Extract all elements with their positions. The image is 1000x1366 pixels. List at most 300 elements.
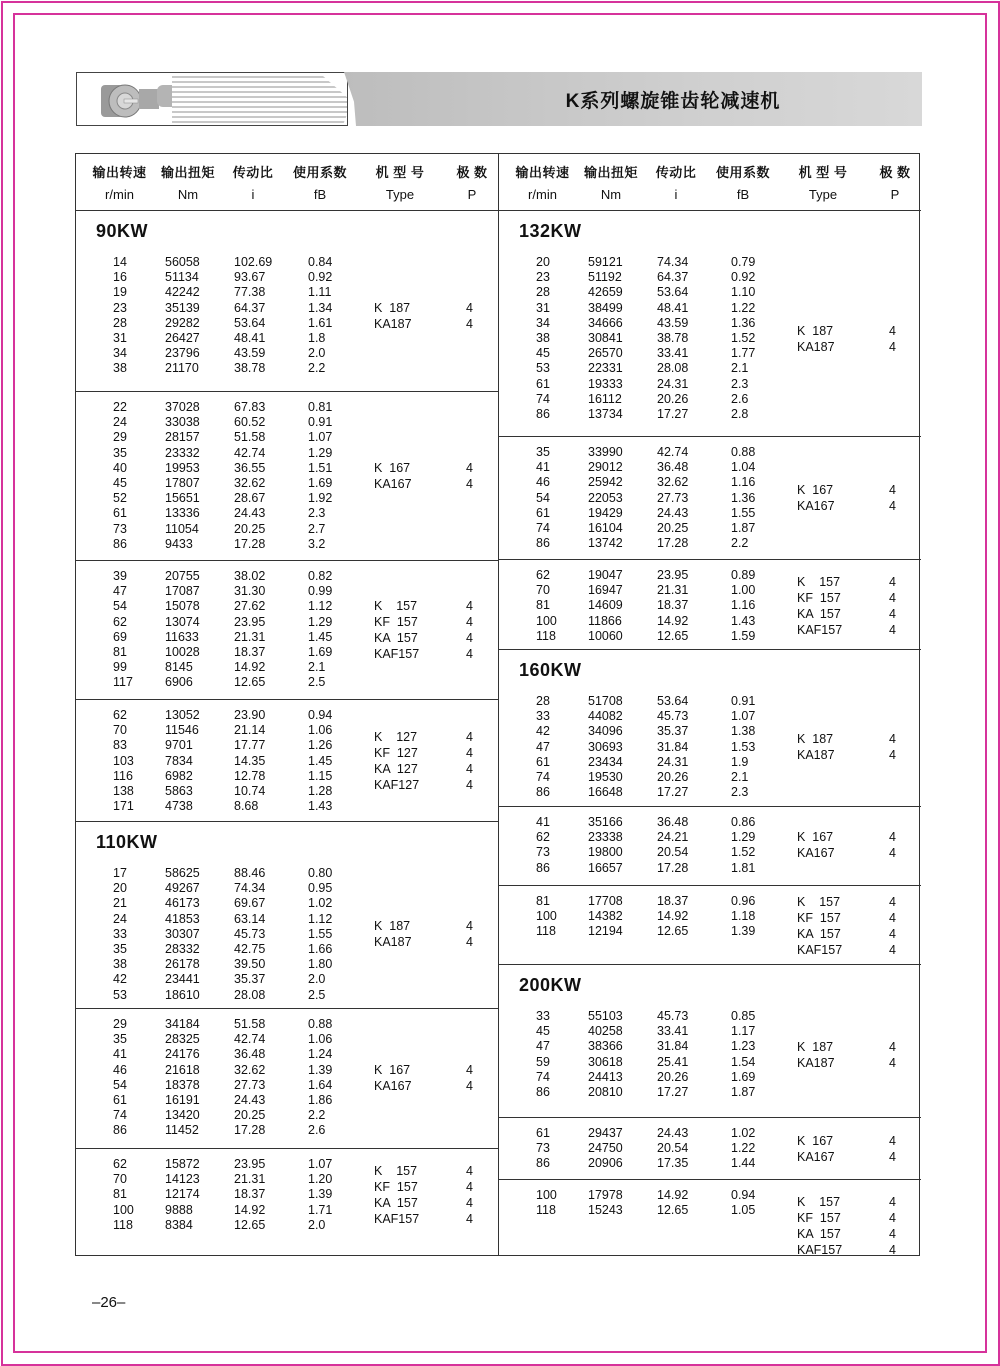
ratio-cell: 27.73 [657, 490, 689, 505]
service-factor-cell: 1.39 [308, 1187, 333, 1202]
model-type-row [797, 606, 907, 622]
service-factor-cell: 1.07 [308, 430, 333, 445]
speed-cell: 35 [113, 942, 127, 956]
torque-cell: 42242 [165, 285, 200, 300]
model-type-name: K 167 [374, 461, 411, 475]
speed-cell: 74 [536, 521, 550, 535]
column-header [158, 162, 218, 206]
ratio-cell: 18.37 [657, 598, 689, 613]
pole-count: 4 [889, 846, 896, 861]
service-factor-cell: 0.92 [731, 270, 756, 285]
model-type-name: KA187 [374, 935, 412, 950]
power-rating-heading: 160KW [519, 660, 582, 680]
ratio-cell: 12.65 [657, 628, 689, 643]
speed-cell: 19 [113, 285, 127, 300]
service-factor-cell: 1.55 [308, 926, 333, 941]
model-type-name: K 167 [797, 1133, 834, 1148]
column-header-zh: 机 型 号 [375, 165, 425, 180]
ratio-cell: 93.67 [234, 270, 266, 285]
service-factor-cell: 0.88 [308, 1017, 333, 1031]
service-factor-cell: 1.18 [731, 909, 756, 924]
torque-cell: 33038 [165, 415, 200, 430]
pole-count: 4 [466, 477, 473, 491]
power-group-section [76, 561, 498, 700]
model-type-name: KA187 [797, 339, 835, 354]
table-row [76, 927, 376, 942]
ratio-cell: 12.65 [657, 1203, 689, 1218]
speed-cell: 86 [536, 407, 550, 421]
table-row [499, 740, 799, 755]
torque-cell: 34184 [165, 1017, 200, 1031]
service-factor-cell: 0.79 [731, 255, 756, 269]
pole-count: 4 [889, 1039, 896, 1054]
ratio-cell: 51.58 [234, 430, 266, 445]
table-row [76, 506, 376, 521]
ratio-cell: 28.67 [234, 491, 266, 506]
speed-cell: 171 [113, 799, 134, 814]
service-factor-cell: 0.91 [308, 415, 333, 430]
model-type-name: KAF157 [797, 623, 843, 637]
table-row [499, 1009, 799, 1024]
column-header-zh: 使用系数 [715, 165, 770, 180]
torque-cell: 26570 [588, 346, 623, 361]
power-group-section [499, 807, 921, 886]
table-row [499, 709, 799, 724]
service-factor-cell: 0.94 [731, 1188, 756, 1202]
table-row [76, 491, 376, 506]
pole-count: 4 [889, 1227, 896, 1241]
torque-cell: 21618 [165, 1062, 200, 1077]
pole-count: 4 [889, 894, 896, 909]
pole-count: 4 [466, 630, 473, 645]
speed-cell: 46 [536, 475, 550, 490]
ratio-cell: 17.28 [234, 1123, 266, 1138]
column-header-en: r/min [105, 187, 134, 202]
speed-cell: 28 [536, 694, 550, 708]
speed-cell: 61 [536, 376, 550, 391]
table-row [499, 694, 799, 709]
table-row [499, 407, 799, 422]
service-factor-cell: 0.95 [308, 881, 333, 896]
speed-cell: 81 [536, 894, 550, 908]
service-factor-cell: 1.71 [308, 1202, 333, 1217]
power-group-section [499, 886, 921, 965]
ratio-cell: 102.69 [234, 255, 273, 269]
ratio-cell: 14.92 [657, 613, 689, 628]
model-type-list [797, 731, 907, 763]
ratio-cell: 35.37 [657, 724, 689, 739]
table-row [499, 568, 799, 583]
torque-cell: 9701 [165, 738, 193, 753]
torque-cell: 34096 [588, 724, 623, 739]
table-row [499, 629, 799, 644]
column-header-en: Nm [600, 187, 622, 202]
ratio-cell: 14.35 [234, 753, 266, 768]
model-type-name: K 187 [797, 323, 834, 338]
torque-cell: 23338 [588, 830, 623, 845]
speed-cell: 17 [113, 866, 127, 880]
speed-cell: 47 [536, 1039, 550, 1054]
service-factor-cell: 1.66 [308, 942, 333, 956]
speed-cell: 74 [113, 1108, 127, 1123]
column-header [82, 162, 157, 206]
ratio-cell: 53.64 [657, 285, 689, 300]
column-header [709, 162, 777, 206]
speed-cell: 86 [113, 1123, 127, 1138]
pole-count: 4 [466, 730, 473, 745]
speed-cell: 100 [536, 613, 557, 628]
speed-cell: 86 [536, 1156, 550, 1171]
service-factor-cell: 2.1 [731, 361, 749, 376]
torque-cell: 13420 [165, 1108, 200, 1123]
torque-cell: 44082 [588, 709, 623, 724]
model-type-row [797, 1055, 907, 1071]
ratio-cell: 20.26 [657, 391, 689, 406]
model-type-list [797, 1039, 907, 1071]
speed-cell: 70 [113, 1172, 127, 1187]
pole-count: 4 [466, 935, 473, 950]
table-row [499, 506, 799, 521]
table-row [76, 1203, 376, 1218]
model-type-name: KA 157 [374, 630, 418, 645]
service-factor-cell: 2.6 [731, 391, 749, 406]
speed-cell: 53 [113, 987, 127, 1002]
ratio-cell: 14.92 [657, 1188, 689, 1202]
column-header-zh: 传动比 [655, 165, 697, 180]
ratio-cell: 21.31 [234, 629, 266, 644]
model-type-list [797, 323, 907, 355]
power-group-section [76, 700, 498, 822]
speed-cell: 45 [536, 1024, 550, 1039]
table-row [499, 815, 799, 830]
header-banner [76, 72, 922, 126]
service-factor-cell: 1.64 [308, 1077, 333, 1092]
torque-cell: 16112 [588, 391, 622, 406]
model-type-row [374, 918, 484, 934]
service-factor-cell: 1.87 [731, 521, 756, 535]
torque-cell: 16191 [165, 1093, 200, 1107]
ratio-cell: 23.95 [234, 614, 266, 629]
torque-cell: 13074 [165, 614, 200, 629]
model-type-row [374, 1195, 484, 1211]
speed-cell: 20 [536, 255, 550, 269]
table-row [76, 285, 376, 300]
column-header [505, 162, 580, 206]
model-type-list [374, 1163, 484, 1227]
column-header [647, 162, 705, 206]
torque-cell: 19333 [588, 376, 623, 391]
service-factor-cell: 2.6 [308, 1123, 326, 1138]
ratio-cell: 36.48 [234, 1047, 266, 1062]
speed-cell: 118 [536, 1203, 556, 1218]
ratio-cell: 24.43 [234, 506, 266, 521]
speed-cell: 61 [536, 1126, 550, 1140]
torque-cell: 40258 [588, 1024, 623, 1039]
model-type-list [797, 1194, 907, 1258]
pole-count: 4 [889, 623, 896, 637]
model-type-row [797, 1210, 907, 1226]
speed-cell: 33 [536, 1009, 550, 1023]
power-group-section [499, 560, 921, 650]
ratio-cell: 17.28 [657, 536, 689, 551]
speed-cell: 38 [113, 361, 127, 376]
ratio-cell: 45.73 [657, 709, 689, 724]
table-row [76, 660, 376, 675]
service-factor-cell: 2.8 [731, 407, 749, 421]
speed-cell: 103 [113, 753, 134, 768]
service-factor-cell: 2.5 [308, 987, 326, 1002]
torque-cell: 20906 [588, 1156, 623, 1171]
pole-count: 4 [466, 598, 473, 613]
ratio-cell: 51.58 [234, 1017, 266, 1031]
torque-cell: 8384 [165, 1217, 193, 1232]
speed-cell: 100 [536, 1188, 557, 1202]
speed-cell: 34 [536, 315, 550, 330]
table-row [499, 1203, 799, 1218]
table-row [499, 1024, 799, 1039]
ratio-cell: 63.14 [234, 911, 266, 926]
column-header-en: fB [313, 187, 327, 202]
torque-cell: 14382 [588, 909, 623, 924]
torque-cell: 7834 [165, 753, 193, 768]
model-type-name: KA 157 [797, 607, 841, 621]
torque-cell: 28332 [165, 942, 200, 956]
pole-count: 4 [889, 732, 896, 747]
table-row [76, 675, 376, 690]
service-factor-cell: 1.9 [731, 754, 749, 769]
table-row [499, 755, 799, 770]
ratio-cell: 21.31 [234, 1172, 266, 1187]
torque-cell: 17807 [165, 476, 200, 490]
ratio-cell: 12.78 [234, 768, 266, 783]
power-group-section [499, 1118, 921, 1180]
service-factor-cell: 1.02 [731, 1126, 756, 1140]
pole-count: 4 [889, 1195, 896, 1209]
table-row [76, 645, 376, 660]
column-header-en: P [890, 187, 900, 202]
table-row [76, 1063, 376, 1078]
model-type-row [797, 910, 907, 926]
service-factor-cell: 1.02 [308, 896, 333, 911]
torque-cell: 6906 [165, 675, 193, 690]
table-row [76, 972, 376, 987]
speed-cell: 100 [113, 1202, 134, 1217]
model-type-row [797, 323, 907, 339]
table-row [499, 924, 799, 939]
power-group-section [76, 822, 498, 1009]
model-type-row [797, 731, 907, 747]
table-row [76, 316, 376, 331]
table-row [499, 845, 799, 860]
torque-cell: 12194 [588, 924, 623, 939]
column-header-zh: 输出扭矩 [583, 165, 638, 180]
speed-cell: 138 [113, 784, 134, 798]
model-type-list [374, 300, 484, 332]
table-right-half [498, 154, 921, 1255]
model-type-row [797, 1039, 907, 1055]
speed-cell: 42 [536, 724, 550, 739]
model-type-name: K 157 [374, 1164, 418, 1178]
ratio-cell: 38.78 [234, 361, 266, 376]
model-type-name: K 187 [797, 732, 834, 747]
ratio-cell: 14.92 [234, 1202, 266, 1217]
table-row [76, 599, 376, 614]
model-type-name: KA167 [797, 846, 835, 861]
table-row [499, 770, 799, 785]
pole-count: 4 [466, 746, 473, 761]
ratio-cell: 17.77 [234, 738, 266, 753]
torque-cell: 42659 [588, 285, 623, 300]
column-header-en: Nm [177, 187, 199, 202]
table-row [76, 1017, 376, 1032]
torque-cell: 20810 [588, 1085, 623, 1099]
speed-cell: 118 [113, 1217, 133, 1232]
service-factor-cell: 1.34 [308, 300, 333, 315]
service-factor-cell: 1.81 [731, 860, 756, 875]
spec-table [75, 153, 920, 1256]
power-group-section [76, 1149, 498, 1260]
service-factor-cell: 1.22 [731, 1141, 756, 1156]
table-row [76, 361, 376, 376]
power-rating-heading: 200KW [519, 975, 582, 995]
service-factor-cell: 2.2 [731, 536, 749, 551]
torque-cell: 6982 [165, 768, 193, 783]
torque-cell: 10028 [165, 645, 200, 659]
speed-cell: 62 [536, 568, 550, 582]
model-type-name: KAF157 [374, 1212, 420, 1226]
power-group-section [499, 965, 921, 1118]
ratio-cell: 20.25 [234, 1108, 266, 1123]
speed-cell: 117 [113, 675, 133, 690]
torque-cell: 13734 [588, 407, 623, 421]
table-row [76, 784, 376, 799]
table-row [76, 912, 376, 927]
table-row [76, 754, 376, 769]
model-type-row [374, 1211, 484, 1227]
ratio-cell: 33.41 [657, 346, 689, 361]
speed-cell: 33 [536, 709, 550, 724]
speed-cell: 29 [113, 430, 127, 445]
speed-cell: 74 [536, 1069, 550, 1084]
column-header-en: P [467, 187, 477, 202]
torque-cell: 18610 [165, 987, 200, 1002]
pole-count: 4 [466, 778, 473, 793]
power-group-section [499, 650, 921, 807]
table-row [499, 445, 799, 460]
torque-cell: 5863 [165, 784, 193, 798]
torque-cell: 30618 [588, 1054, 623, 1069]
ratio-cell: 38.02 [234, 569, 266, 583]
model-type-list [374, 918, 484, 950]
service-factor-cell: 2.1 [731, 770, 749, 784]
ratio-cell: 64.37 [234, 300, 266, 315]
model-type-name: KAF157 [797, 942, 843, 957]
torque-cell: 25942 [588, 475, 623, 490]
power-group-section [499, 437, 921, 560]
model-type-list [797, 894, 907, 958]
speed-cell: 46 [113, 1062, 127, 1077]
column-header [581, 162, 641, 206]
column-header-en: i [674, 187, 678, 202]
torque-cell: 26427 [165, 331, 200, 345]
torque-cell: 37028 [165, 400, 200, 414]
service-factor-cell: 1.43 [308, 799, 333, 814]
ratio-cell: 67.83 [234, 400, 266, 414]
speed-cell: 29 [113, 1017, 127, 1031]
service-factor-cell: 1.52 [731, 845, 756, 860]
model-type-name: KA167 [797, 499, 835, 514]
speed-cell: 35 [113, 445, 127, 460]
torque-cell: 41853 [165, 911, 200, 926]
model-type-row [374, 460, 484, 476]
ratio-cell: 14.92 [234, 660, 266, 675]
table-row [499, 1070, 799, 1085]
table-row [499, 285, 799, 300]
torque-cell: 22053 [588, 490, 623, 505]
speed-cell: 31 [536, 300, 550, 315]
service-factor-cell: 1.38 [731, 724, 756, 739]
service-factor-cell: 0.96 [731, 894, 756, 908]
torque-cell: 30307 [165, 926, 200, 941]
model-type-list [797, 482, 907, 514]
pole-count: 4 [466, 1062, 473, 1077]
service-factor-cell: 1.36 [731, 490, 756, 505]
model-type-name: KA 157 [797, 926, 841, 941]
table-row [76, 301, 376, 316]
ratio-cell: 27.73 [234, 1077, 266, 1092]
model-type-list [374, 460, 484, 492]
table-row [499, 536, 799, 551]
torque-cell: 15872 [165, 1157, 200, 1171]
model-type-row [374, 1163, 484, 1179]
torque-cell: 11452 [165, 1123, 199, 1138]
ratio-cell: 24.43 [657, 1126, 689, 1140]
service-factor-cell: 1.45 [308, 753, 333, 768]
service-factor-cell: 0.81 [308, 400, 333, 414]
pole-count: 4 [466, 1180, 473, 1194]
speed-cell: 74 [536, 391, 550, 406]
ratio-cell: 69.67 [234, 896, 266, 911]
speed-cell: 62 [536, 830, 550, 845]
model-type-name: KAF157 [374, 646, 420, 661]
torque-cell: 11546 [165, 723, 199, 738]
model-type-name: KAF157 [797, 1243, 843, 1257]
table-row [499, 861, 799, 876]
pole-count: 4 [466, 300, 473, 315]
pole-count: 4 [889, 1133, 896, 1148]
table-row [499, 255, 799, 270]
service-factor-cell: 1.12 [308, 599, 333, 614]
model-type-row [797, 339, 907, 355]
power-rating-heading: 132KW [519, 221, 582, 241]
table-row [76, 415, 376, 430]
service-factor-cell: 2.0 [308, 972, 326, 987]
table-row [76, 1157, 376, 1172]
ratio-cell: 10.74 [234, 784, 266, 798]
torque-cell: 35139 [165, 300, 200, 315]
speed-cell: 45 [113, 476, 127, 490]
service-factor-cell: 1.69 [308, 476, 333, 490]
model-type-name: KF 157 [797, 910, 841, 925]
torque-cell: 20755 [165, 569, 200, 583]
ratio-cell: 88.46 [234, 866, 266, 880]
speed-cell: 54 [536, 490, 550, 505]
table-row [76, 630, 376, 645]
ratio-cell: 20.26 [657, 1069, 689, 1084]
table-row [499, 475, 799, 490]
torque-cell: 30693 [588, 739, 623, 754]
ratio-cell: 17.27 [657, 785, 689, 800]
